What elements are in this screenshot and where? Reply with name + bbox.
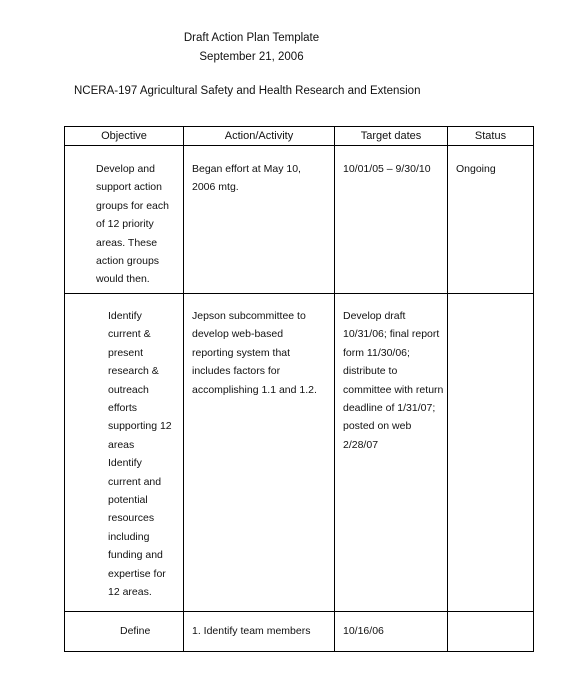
action-cell: Jepson subcommittee to develop web-based reporting system that includes factors for accomplishing 1.1 and 1.2. — [192, 310, 317, 396]
table-row — [65, 146, 534, 294]
status-cell — [448, 612, 533, 622]
target-cell: 10/16/06 — [343, 625, 384, 637]
column-header-target-dates: Target dates — [335, 127, 448, 146]
document-date: September 21, 2006 — [199, 51, 304, 63]
column-header-action: Action/Activity — [184, 127, 335, 146]
target-cell: Develop draft 10/31/06; final report form 11/30/06; distribute to committee with return deadline of 1/31/07; posted on web 2/28/07 — [343, 310, 444, 451]
objective-cell: Develop and support action groups for each of 12 priority areas. These action groups would then. — [96, 163, 169, 286]
status-cell — [448, 294, 533, 307]
objective-cell: Define — [120, 625, 151, 637]
table-row — [65, 612, 534, 652]
status-cell: Ongoing — [456, 163, 496, 175]
column-header-objective: Objective — [65, 127, 184, 146]
table-row — [65, 294, 534, 612]
column-header-status: Status — [448, 127, 534, 146]
objective-cell: Identify current & present research & outreach efforts supporting 12 areas Identify current and potential resources including funding and expertise for 12 areas. — [108, 310, 172, 599]
document-title: Draft Action Plan Template — [183, 32, 320, 44]
action-cell: 1. Identify team members — [192, 625, 311, 637]
target-cell: 10/01/05 – 9/30/10 — [343, 163, 431, 175]
table-header-row — [65, 127, 534, 146]
document-subtitle: NCERA-197 Agricultural Safety and Health Research and Extension — [74, 85, 421, 97]
action-plan-table — [64, 126, 534, 652]
action-cell: Began effort at May 10, 2006 mtg. — [192, 163, 301, 194]
